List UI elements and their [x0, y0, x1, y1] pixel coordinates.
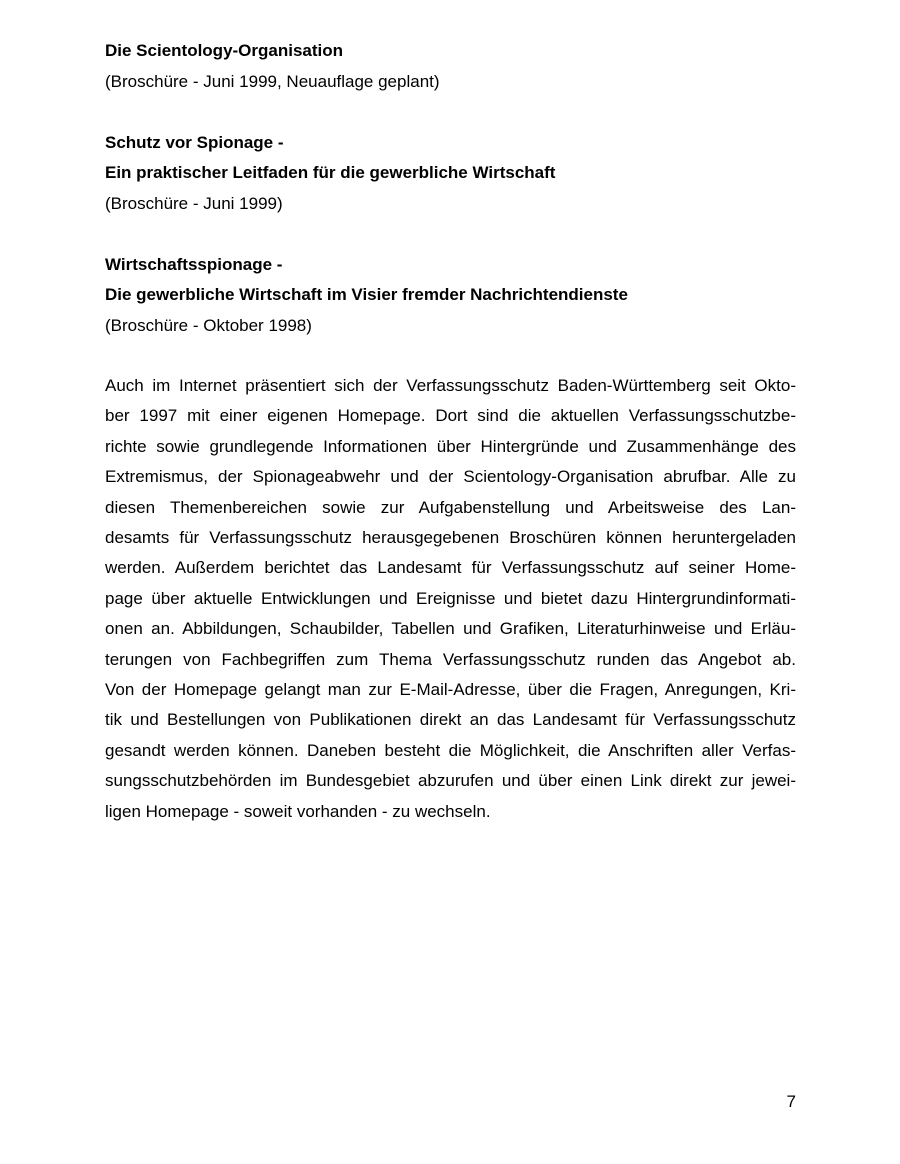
publication-title: Schutz vor Spionage -: [105, 133, 284, 152]
paragraph-line: richte sowie grundlegende Informationen über Hintergründe und Zusammenhänge des: [105, 437, 796, 456]
paragraph-line: ber 1997 mit einer eigenen Homepage. Dort sind die aktuellen Verfassungsschutzbe-: [105, 406, 796, 425]
publication-subtitle: Die gewerbliche Wirtschaft im Visier fremder Nachrichtendienste: [105, 285, 628, 304]
paragraph-line: Extremismus, der Spionageabwehr und der Scientology-Organisation abrufbar. Alle zu: [105, 467, 796, 486]
publication-note: (Broschüre - Oktober 1998): [105, 316, 312, 335]
paragraph-line: onen an. Abbildungen, Schaubilder, Tabellen und Grafiken, Literaturhinweise und Erläu-: [105, 619, 796, 638]
paragraph-line: Von der Homepage gelangt man zur E-Mail-Adresse, über die Fragen, Anregungen, Kri-: [105, 680, 796, 699]
publication-note: (Broschüre - Juni 1999): [105, 194, 283, 213]
paragraph-line: sungsschutzbehörden im Bundesgebiet abzurufen und über einen Link direkt zur jewei-: [105, 771, 796, 790]
paragraph-line: ligen Homepage - soweit vorhanden - zu wechseln.: [105, 802, 491, 821]
publication-title: Die Scientology-Organisation: [105, 41, 344, 60]
paragraph-line: terungen von Fachbegriffen zum Thema Verfassungsschutz runden das Angebot ab.: [105, 650, 796, 669]
publication-subtitle: Ein praktischer Leitfaden für die gewerbliche Wirtschaft: [105, 163, 556, 182]
paragraph-line: werden. Außerdem berichtet das Landesamt für Verfassungsschutz auf seiner Home-: [105, 558, 796, 577]
paragraph-line: Auch im Internet präsentiert sich der Verfassungsschutz Baden-Württemberg seit Okto-: [105, 376, 796, 395]
paragraph-line: desamts für Verfassungsschutz herausgegebenen Broschüren können heruntergeladen: [105, 528, 796, 547]
paragraph-line: page über aktuelle Entwicklungen und Ereignisse und bietet dazu Hintergrundinformati-: [105, 589, 796, 608]
paragraph-line: diesen Themenbereichen sowie zur Aufgabenstellung und Arbeitsweise des Lan-: [105, 498, 796, 517]
paragraph-line: gesandt werden können. Daneben besteht die Möglichkeit, die Anschriften aller Verfas-: [105, 741, 796, 760]
paragraph-line: tik und Bestellungen von Publikationen direkt an das Landesamt für Verfassungsschutz: [105, 710, 796, 729]
page-number: 7: [786, 1092, 796, 1111]
publication-title: Wirtschaftsspionage -: [105, 255, 283, 274]
publication-note: (Broschüre - Juni 1999, Neuauflage geplant): [105, 72, 440, 91]
